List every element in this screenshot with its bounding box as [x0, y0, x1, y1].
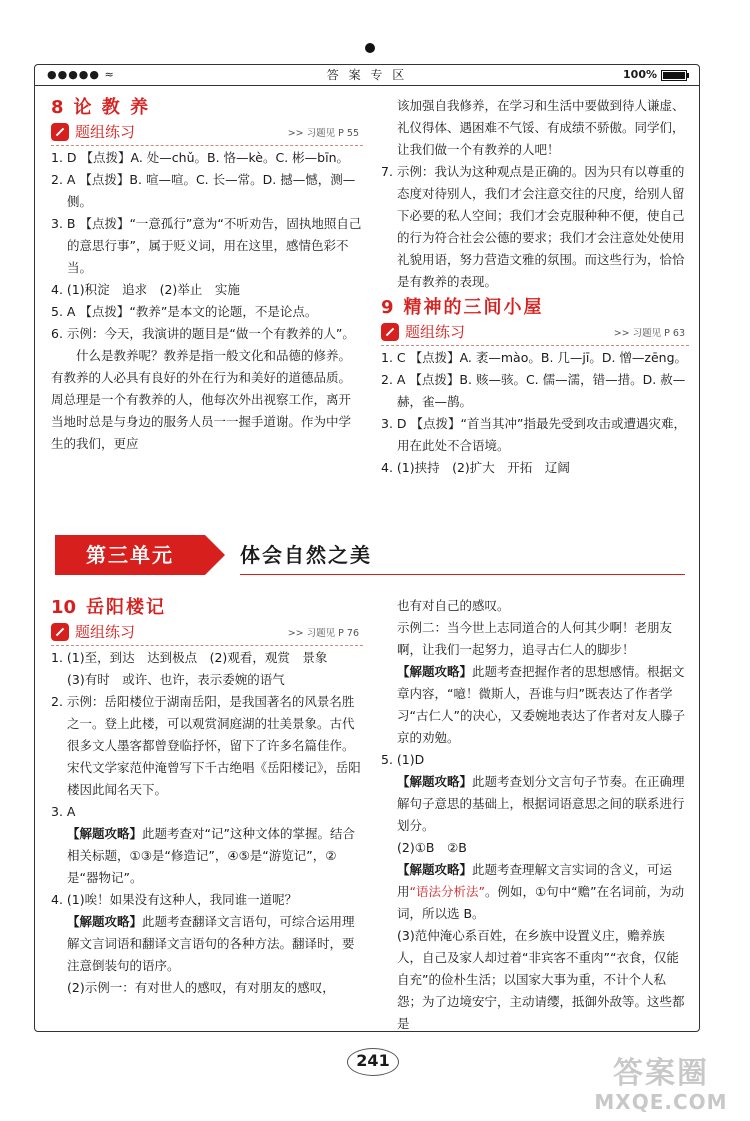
lesson-10-title: 10 岳阳楼记	[51, 597, 167, 618]
lesson-9-title: 9 精神的三间小屋	[381, 297, 544, 318]
exercise-reference: >> 习题见 P 63	[613, 328, 685, 339]
answer-item: 4. (1)唉！如果没有这种人，我同谁一道呢？	[51, 892, 298, 907]
answer-item: 3. A	[51, 804, 76, 819]
answer-item: 4. (1)挟持 (2)扩大 开拓 辽阔	[381, 460, 570, 475]
lesson-10-practice-header	[51, 621, 363, 643]
lesson-9-practice-header	[381, 321, 689, 343]
device-frame	[34, 64, 700, 1032]
pencil-icon	[381, 323, 399, 341]
answer-item: 3. B 【点拨】“一意孤行”意为“不听劝告，固执地照自己的意思行事”，属于贬义词，用在这里，感情色彩不当。	[51, 216, 362, 275]
speech-paragraph: 什么是教养呢？教养是指一般文化和品德的修养。有教养的人必具有良好的外在行为和美好的道德品质。周总理是一个有教养的人，他每次外出视察工作，离开当地时总是与身边的服务人员一一握手道谢。作为中学生的我们，更应	[51, 348, 352, 451]
battery-percent: 100%	[623, 68, 657, 81]
practice-label: 题组练习	[75, 123, 136, 141]
left-column-lower	[51, 595, 363, 999]
answer-item: 5. A 【点拨】“教养”是本文的论题，不是论点。	[51, 304, 318, 319]
lesson-8-practice-header	[51, 121, 363, 143]
practice-label: 题组练习	[405, 323, 466, 341]
answer-item: (2)①B ②B	[397, 840, 467, 855]
battery-fill	[663, 72, 685, 79]
pencil-icon	[51, 623, 69, 641]
unit-theme: 体会自然之美	[240, 543, 372, 567]
banner-arrow-icon	[205, 535, 225, 575]
pencil-icon	[51, 123, 69, 141]
battery-status	[623, 65, 687, 85]
answer-item: 1. (1)至，到达 达到极点 (2)观看，观赏 景象	[51, 650, 328, 665]
answer-item: 3. D 【点拨】“首当其冲”指最先受到攻击或遭遇灾难，用在此处不合语境。	[381, 416, 686, 453]
signal-icon: ●●●●● ≈	[47, 68, 115, 81]
practice-label: 题组练习	[75, 623, 136, 641]
right-column-upper	[381, 95, 689, 479]
device-camera	[365, 43, 375, 53]
answer-item: 1. C 【点拨】A. 袤—mào。B. 几—jī。D. 憎—zēng。	[381, 350, 688, 365]
solution-tip: 【解题攻略】此题考查理解文言实词的含义，可运用“语法分析法”。例如，①句中“赡”在名词前，为动词，所以选 B。	[397, 862, 685, 921]
answer-item: 1. D 【点拨】A. 处—chǔ。B. 恪—kè。C. 彬—bīn。	[51, 150, 350, 165]
site-watermark	[586, 1057, 736, 1113]
page-number: 241	[347, 1048, 399, 1076]
unit-label: 第三单元	[55, 535, 205, 575]
left-column-upper	[51, 95, 363, 455]
solution-tip: 【解题攻略】此题考查翻译文言语句，可综合运用理解文言词语和翻译文言语句的各种方法。翻译时，要注意倒装句的语序。	[67, 914, 355, 973]
exercise-reference: >> 习题见 P 55	[287, 128, 359, 139]
solution-tip: 【解题攻略】此题考查把握作者的思想感情。根据文章内容，“噫！微斯人，吾谁与归”既表达了作者学习“古仁人”的决心，又委婉地表达了作者对友人滕子京的劝勉。	[397, 664, 685, 745]
lesson-8-title: 8 论 教 养	[51, 97, 151, 118]
answer-item: 7. 示例：我认为这种观点是正确的。因为只有以尊重的态度对待别人，我们才会注意交往的尺度，给别人留下必要的私人空间；我们才会克服种种不便，使自己的行为符合社会公德的要求；我们才会注意处处使用礼貌用语，努力营造文雅的氛围。而这些行为，恰恰是有教养的表现。	[381, 164, 685, 289]
answer-item: 5. (1)D	[381, 752, 425, 767]
answer-item: 6. 示例：今天，我演讲的题目是“做一个有教养的人”。	[51, 326, 355, 341]
watermark-url: MXQE.COM	[594, 1090, 728, 1114]
speech-paragraph-continued: 该加强自我修养，在学习和生活中要做到待人谦虚、礼仪得体、遇困难不气馁、有成绩不骄傲。同学们，让我们做一个有教养的人吧！	[397, 98, 685, 157]
answer-item: 示例二：当今世上志同道合的人何其少啊！老朋友啊，让我们一起努力，追寻古仁人的脚步！	[397, 620, 673, 657]
answer-item: 4. (1)积淀 追求 (2)举止 实施	[51, 282, 240, 297]
answer-item: (2)示例一：有对世人的感叹，有对朋友的感叹，	[67, 980, 335, 995]
answer-item: (3)范仲淹心系百姓，在乡族中设置义庄，赡养族人，自己及家人却过着“非宾客不重肉”“衣食，仅能自充”的俭朴生活；以国家大事为重，不计个人私怨；为了边境安宁，主动请缨，抵御外敌等。这些都是	[397, 928, 685, 1031]
solution-tip: 【解题攻略】此题考查划分文言句子节奏。在正确理解句子意思的基础上，根据词语意思之间的联系进行划分。	[397, 774, 685, 833]
answer-continued: 也有对自己的感叹。	[397, 598, 510, 613]
battery-icon	[661, 70, 687, 81]
unit-banner	[55, 535, 685, 575]
watermark-logo: 答案圈	[613, 1056, 709, 1091]
answer-item: 2. 示例：岳阳楼位于湖南岳阳，是我国著名的风景名胜之一。登上此楼，可以观赏洞庭湖的壮美景象。古代很多文人墨客都曾登临抒怀，留下了许多名篇佳作。宋代文学家范仲淹曾写下千古绝唱《岳阳楼记》，岳阳楼因此闻名天下。	[51, 694, 361, 797]
exercise-reference: >> 习题见 P 76	[287, 628, 359, 639]
banner-underline	[240, 574, 685, 575]
answer-item: (3)有时 或许、也许，表示委婉的语气	[67, 672, 285, 687]
right-column-lower	[381, 595, 689, 1035]
answer-item: 2. A 【点拨】B. 赅—骇。C. 儒—濡，错—措。D. 赦—赫，雀—鹊。	[381, 372, 686, 409]
answer-item: 2. A 【点拨】B. 喧—喧。C. 长—常。D. 撼—憾，测—侧。	[51, 172, 356, 209]
status-bar	[35, 65, 699, 86]
solution-tip: 【解题攻略】此题考查对“记”这种文体的掌握。结合相关标题，①③是“修造记”，④⑤是“游览记”，②是“器物记”。	[67, 826, 355, 885]
status-title: 答 案 专 区	[326, 68, 408, 82]
